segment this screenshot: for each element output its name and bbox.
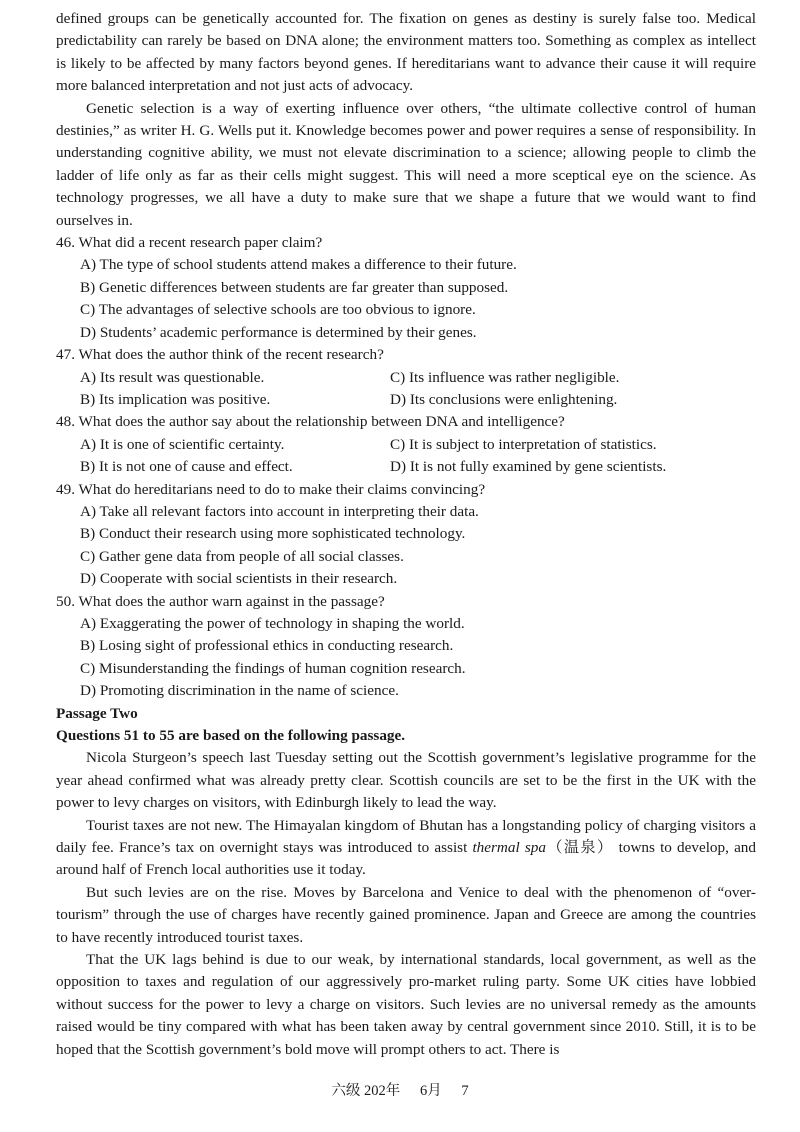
passage-paragraph: Nicola Sturgeon’s speech last Tuesday setting out the Scottish government’s legislative programme for the year ahead confirmed what was already pretty clear. Scottish councils are set to be the first in the UK with the power to levy charges on visitors, with Edinburgh likely to lead the way. <box>56 749 756 812</box>
question-stem: 47. What does the author think of the recent research? <box>56 346 384 364</box>
option-row <box>56 456 756 478</box>
question-stem: 50. What does the author warn against in the passage? <box>56 592 385 610</box>
emphasis-term: thermal spa <box>472 839 546 857</box>
answer-option[interactable]: B) It is not one of cause and effect. <box>80 458 293 476</box>
answer-option[interactable]: C) The advantages of selective schools are too obvious to ignore. <box>80 301 476 319</box>
page-footer <box>0 1080 800 1102</box>
answer-option[interactable]: C) It is subject to interpretation of statistics. <box>390 435 657 453</box>
question-stem: 49. What do hereditarians need to do to make their claims convincing? <box>56 480 486 498</box>
answer-option[interactable]: A) It is one of scientific certainty. <box>80 435 285 453</box>
answer-option[interactable]: B) Genetic differences between students are far greater than supposed. <box>80 278 509 296</box>
page-number: 7 <box>461 1083 469 1099</box>
passage-paragraph: defined groups can be genetically accounted for. The fixation on genes as destiny is surely false too. Medical predictability can rarely be based on DNA alone; the environment matters too. Something as complex as intellect is likely to be affected by many factors beyond genes. If hereditarians want to advance their cause it will require more balanced interpretation and not just acts of advocacy. <box>56 10 756 95</box>
passage-paragraph: Genetic selection is a way of exerting influence over others, “the ultimate collective control of human destinies,” as writer H. G. Wells put it. Knowledge becomes power and power requires a sense of responsibility. In understanding cognitive ability, we must not elevate discrimination to a science; allowing people to climb the ladder of life only as far as their cells might suggest. This will need a more sceptical eye on the science. As technology progresses, we all have a duty to make sure that we shape a future that we would want to find ourselves in. <box>56 99 756 229</box>
answer-option[interactable]: A) Take all relevant factors into account in interpreting their data. <box>80 502 479 520</box>
question-list <box>56 232 756 703</box>
answer-option[interactable]: D) Promoting discrimination in the name of science. <box>80 682 399 700</box>
text: （温泉） towns to develop, and around half of French local authorities use it today. <box>56 839 756 879</box>
passage-paragraph <box>56 815 756 882</box>
answer-option[interactable]: B) Losing sight of professional ethics in conducting research. <box>80 637 454 655</box>
answer-option[interactable]: B) Its implication was positive. <box>80 390 271 408</box>
passage-paragraph: But such levies are on the rise. Moves by Barcelona and Venice to deal with the phenomenon of “over-tourism” through the use of charges have recently gained prominence. Japan and Greece are among the countries to have recently introduced tourist taxes. <box>56 883 756 946</box>
answer-option[interactable]: C) Misunderstanding the findings of human cognition research. <box>80 659 466 677</box>
passage-heading: Passage Two <box>56 704 138 722</box>
answer-option[interactable]: D) Its conclusions were enlightening. <box>390 390 618 408</box>
answer-option[interactable]: D) Cooperate with social scientists in their research. <box>80 570 398 588</box>
answer-option[interactable]: C) Its influence was rather negligible. <box>390 368 620 386</box>
answer-option[interactable]: D) Students’ academic performance is determined by their genes. <box>80 323 477 341</box>
answer-option[interactable]: A) The type of school students attend makes a difference to their future. <box>80 256 517 274</box>
answer-option[interactable]: D) It is not fully examined by gene scientists. <box>390 458 667 476</box>
option-row <box>56 434 756 456</box>
exam-label: 六级 202年 <box>331 1083 401 1099</box>
option-row <box>56 367 756 389</box>
text: Tourist taxes are not new. The Himayalan kingdom of Bhutan has a longstanding policy of charging visitors a daily fee. France’s tax on overnight stays was introduced to assist <box>56 816 756 857</box>
answer-option[interactable]: A) Its result was questionable. <box>80 368 265 386</box>
question-stem: 46. What did a recent research paper claim? <box>56 234 323 252</box>
month-label: 6月 <box>419 1083 442 1099</box>
answer-option[interactable]: C) Gather gene data from people of all social classes. <box>80 547 404 565</box>
answer-option[interactable]: A) Exaggerating the power of technology in shaping the world. <box>80 614 465 632</box>
passage-instruction: Questions 51 to 55 are based on the following passage. <box>56 727 406 744</box>
passage-paragraph: That the UK lags behind is due to our weak, by international standards, local government, as well as the opposition to taxes and regulation of our aggressively pro-market ruling party. Some UK cities have lobbied without success for the power to levy a charge on visitors. Such levies are no universal remedy as the amounts raised would be tiny compared with what has been taken away by central government since 2010. Still, it is to be hoped that the Scottish government’s bold move will prompt others to act. There is <box>56 951 756 1058</box>
question-stem: 48. What does the author say about the relationship between DNA and intelligence? <box>56 413 565 431</box>
answer-option[interactable]: B) Conduct their research using more sophisticated technology. <box>80 525 466 543</box>
exam-page <box>56 8 756 1061</box>
option-row <box>56 389 756 411</box>
